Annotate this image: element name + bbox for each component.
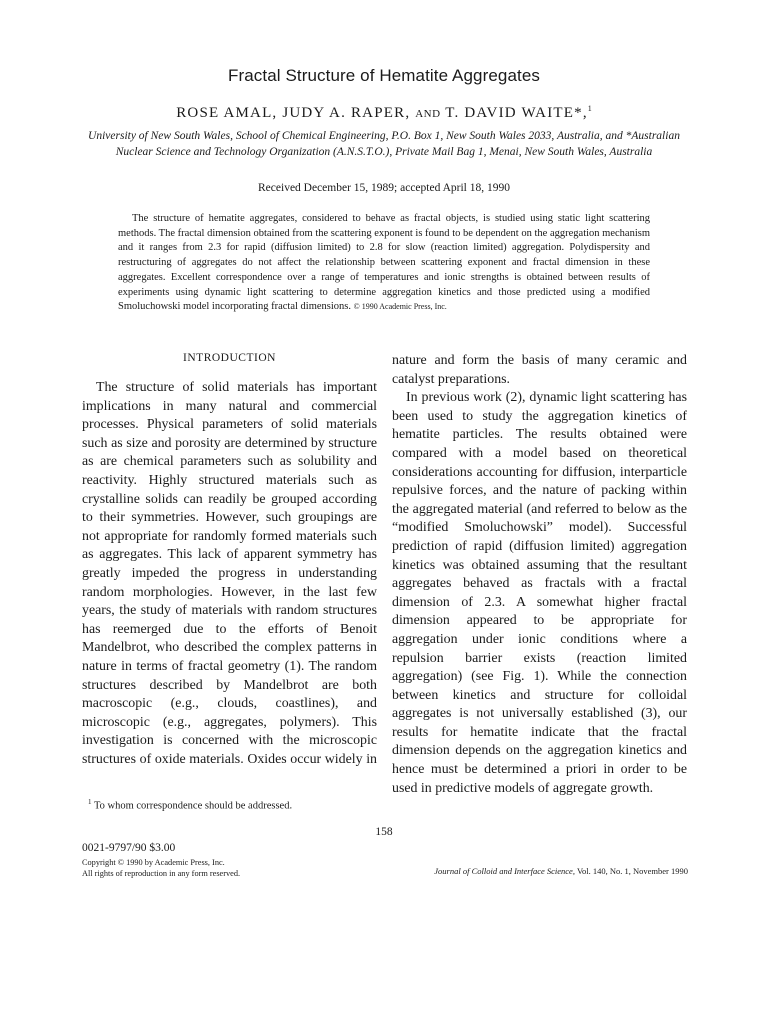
author-list [0, 104, 768, 122]
copyright-line: Copyright © 1990 by Academic Press, Inc. [82, 858, 225, 867]
paper-title: Fractal Structure of Hematite Aggregates [227, 66, 541, 85]
copyright-block [82, 857, 240, 879]
authors-and: AND [415, 108, 441, 120]
abstract-copyright: © 1990 Academic Press, Inc. [353, 302, 447, 312]
intro-paragraph-2: In previous work (2), dynamic light scattering has been used to study the aggregation kinetics of hematite particles. The results obtained were compared with a model based on theoretical considerations accounting for diffusion, interparticle repulsive forces, and the nature of packing within the aggregated material (and referred to below as the “modified Smoluchowski” model). Successful prediction of rapid (diffusion limited) aggregation kinetics was obtained assuming that the resultant aggregates behaved as fractals with a fractal dimension of 2.3. A somewhat higher fractal dimension appeared to be appropriate for aggregation under ionic conditions where a repulsion barrier exists (reaction limited aggregation) (see Fig. 1). While the connection between kinetics and structure for colloidal aggregates is not universally established (3), our results for hematite indicate that the fractal dimension depends on the aggregation kinetics and hence must be determined a priori in order to be used in predictive models of aggregate growth. [392, 390, 687, 796]
footnote-marker: 1 [88, 798, 92, 806]
abstract [118, 212, 650, 315]
author-footnote-marker: 1 [587, 104, 592, 113]
footnote-text: To whom correspondence should be addressed. [93, 800, 293, 812]
intro-paragraph-1: The structure of solid materials has important implications in many natural and commercial processes. Physical parameters of solid materials such as size and porosity are determined by structure as are chemical parameters such as solubility and reactivity. Highly structured materials such as crystalline solids can readily be grouped according to their symmetries. However, such groupings are not appropriate for randomly formed materials such as aggregates. This lack of apparent symmetry has greatly impeded the progress in understanding random morphologies. However, in the last few years, the study of materials with random structures has reemerged due to the efforts of Benoit Mandelbrot, who described the complex patterns in nature in terms of fractal geometry (1). The random structures described by Mandelbrot are both macroscopic (e.g., clouds, coastlines), and microscopic (e.g., aggregates, polymers). This investigation is concerned with the microscopic structures of oxide materials. Oxides occur widely in [82, 380, 377, 767]
affiliation: University of New South Wales, School of Chemical Engineering, P.O. Box 1, New South Wales 2033, Australia, and *Australian Nuclear Science and Technology Organization (A.N.S.T.O.), Private Mail Bag 1, Menai, New South Wales, Australia [88, 130, 680, 158]
right-column [392, 352, 687, 798]
rights-line: All rights of reproduction in any form reserved. [82, 869, 241, 878]
section-heading-introduction: INTRODUCTION [183, 352, 276, 364]
abstract-text: The structure of hematite aggregates, considered to behave as fractal objects, is studied using static light scattering methods. The fractal dimension obtained from the scattering exponent is found to be dependent on the aggregation mechanism and it ranges from 2.3 for rapid (diffusion limited) to 2.8 for slow (reaction limited) aggregation. Polydispersity and restructuring of aggregates do not affect the relationship between scattering exponent and fractal dimension in these aggregates. Excellent correspondence over a range of temperatures and ionic strengths is obtained between results of experiments using dynamic light scattering to determine aggregation kinetics and those predicted using a modified Smoluchowski model incorporating fractal dimensions. [118, 213, 650, 313]
received-dates: Received December 15, 1989; accepted April 18, 1990 [258, 182, 510, 194]
journal-issue: Vol. 140, No. 1, November 1990 [576, 866, 688, 876]
intro-paragraph-1-continued: nature and form the basis of many ceramic and catalyst preparations. [392, 353, 687, 387]
journal-name: Journal of Colloid and Interface Science, [434, 866, 575, 876]
page-number: 158 [375, 826, 393, 838]
issn-price: 0021-9797/90 $3.00 [82, 842, 176, 854]
footnote [88, 798, 378, 812]
left-column [82, 352, 377, 769]
journal-citation [400, 866, 688, 876]
authors-first: ROSE AMAL, JUDY A. RAPER, [176, 105, 411, 121]
authors-last: T. DAVID WAITE*, [445, 105, 588, 121]
